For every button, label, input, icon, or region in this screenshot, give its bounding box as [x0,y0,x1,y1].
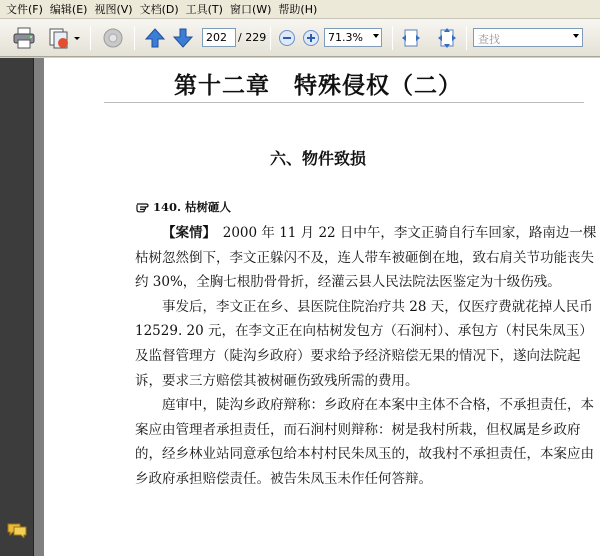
print-icon [12,27,36,49]
toolbar-separator [392,26,393,50]
search-placeholder: 查找 [478,33,500,46]
zoom-value: 71.3% [328,31,363,44]
case-heading [136,198,231,216]
paragraph-text: 庭审中，陡沟乡政府辩称：乡政府在本案中主体不合格，不承担责任，本案应由管理者承担责任，而石涧村则辩称：树是我村所栽，但权属是乡政府的，经乡林业站同意承包给本村村民朱凤玉的，故我村不承担责任，本案应由乡政府承担赔偿责任。被告朱凤玉未作任何答辩。 [135,397,594,487]
comment-icon[interactable] [7,522,27,538]
menu-window[interactable]: 窗口(W) [229,3,272,16]
pages-icon [47,27,81,49]
zoom-select[interactable] [324,28,382,47]
page-total: / 229 [238,31,267,44]
case-title: 140. 枯树砸人 [153,200,232,214]
paragraph-text: 2000 年 11 月 22 日中午，李文正骑自行车回家，路南边一棵枯树忽然倒下，李文正躲闪不及，连人带车被砸倒在地，致右肩关节功能丧失约 30%，全胸七根肋骨骨折，经灌云县人民法院法医鉴定为十级伤残。 [135,225,597,291]
case-label: 【案情】 [162,225,210,241]
chevron-down-icon [573,34,579,38]
document-viewport[interactable] [34,58,600,556]
paragraph [135,221,600,295]
prev-page-button[interactable] [142,26,168,50]
zoom-in-icon [302,29,320,47]
fit-page-button[interactable] [434,26,460,50]
menu-help[interactable]: 帮助(H) [278,3,318,16]
paragraph [135,393,600,491]
prev-page-icon [144,27,166,49]
chevron-down-icon [373,34,379,38]
search-input[interactable] [473,28,583,47]
pointing-hand-icon [136,201,150,213]
toolbar [0,19,600,57]
paragraph-text: 事发后，李文正在乡、县医院住院治疗共 28 天，仅医疗费就花掉人民币 12529. 20 元，在李文正在向枯树发包方（石涧村）、承包方（村民朱凤玉）及监督管理方（陡沟乡政府）要求给予经济赔偿无果的情况下，遂向法院起诉，要求三方赔偿其被树砸伤致残所需的费用。 [135,298,593,389]
menu-tools[interactable]: 工具(T) [185,3,223,16]
section-title: 六、物件致损 [269,149,366,168]
hand-tool-button[interactable] [98,26,128,50]
chapter-divider [104,102,584,103]
paragraph [135,295,600,393]
menu-file[interactable]: 文件(F) [6,3,43,16]
fit-width-button[interactable] [398,26,424,50]
print-button[interactable] [10,26,38,50]
menu-document[interactable]: 文档(D) [139,3,179,16]
pages-button[interactable] [46,26,82,50]
navigation-panel [0,58,34,556]
toolbar-separator [134,26,135,50]
fit-width-icon [400,27,422,49]
menu-bar [0,0,600,19]
zoom-in-button[interactable] [300,26,322,50]
toolbar-separator [90,26,91,50]
menu-view[interactable]: 视图(V) [94,3,133,16]
fit-page-icon [436,27,458,49]
zoom-out-icon [278,29,296,47]
page-number-input[interactable]: 202 [202,28,236,47]
toolbar-separator [466,26,467,50]
next-page-button[interactable] [170,26,196,50]
toolbar-separator [270,26,271,50]
next-page-icon [172,27,194,49]
document-page [44,58,600,556]
menu-edit[interactable]: 编辑(E) [49,3,88,16]
hand-tool-icon [100,27,126,49]
case-body [135,221,600,492]
zoom-out-button[interactable] [276,26,298,50]
chapter-title: 第十二章 特殊侵权（二） [174,73,462,99]
